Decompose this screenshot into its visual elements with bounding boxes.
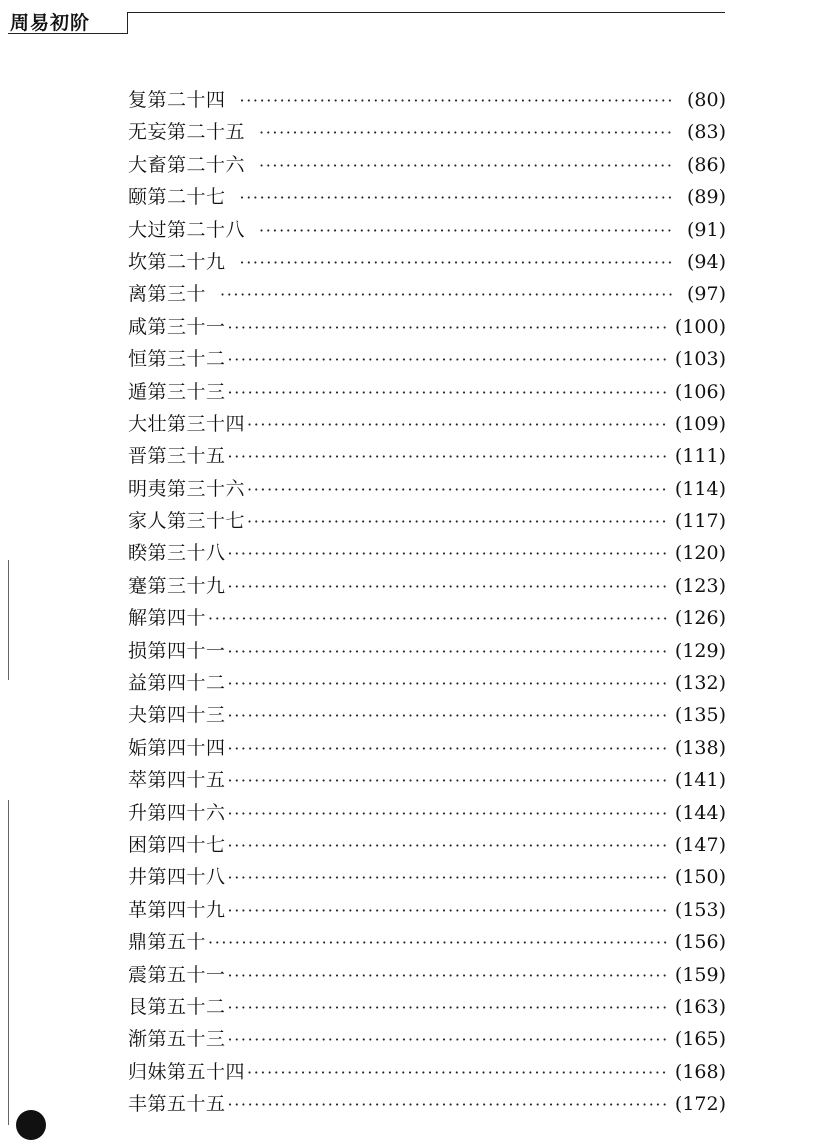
toc-entry-page: (159) — [674, 963, 726, 986]
toc-entry — [128, 505, 726, 537]
toc-entry-page: (80) — [686, 89, 726, 111]
toc-entry-page: (120) — [674, 542, 726, 565]
toc-entry — [128, 764, 726, 796]
toc-entry-title: 姤第四十四 — [128, 736, 226, 759]
toc-entry-title: 夬第四十三 — [128, 704, 226, 727]
header-rule-left — [8, 33, 128, 34]
toc-entry-page: (114) — [674, 477, 726, 500]
toc-entry — [128, 311, 726, 343]
toc-entry-title: 升第四十六 — [128, 801, 226, 824]
toc-entry-page: (144) — [674, 801, 726, 824]
toc-entry — [128, 181, 726, 213]
toc-entry — [128, 116, 726, 148]
toc-dot-leader — [228, 538, 669, 570]
toc-entry-page: (83) — [686, 121, 726, 144]
toc-entry-title: 萃第四十五 — [128, 769, 226, 792]
toc-entry-title: 家人第三十七 — [128, 510, 246, 533]
toc-entry-page: (172) — [674, 1093, 726, 1116]
header-rule-right — [127, 12, 725, 13]
toc-entry — [128, 278, 726, 310]
toc-entry-title: 睽第三十八 — [128, 542, 226, 565]
toc-dot-leader — [208, 927, 669, 959]
toc-entry — [128, 991, 726, 1023]
toc-entry — [128, 635, 726, 667]
toc-entry-page: (89) — [686, 186, 726, 209]
toc-dot-leader — [240, 247, 672, 279]
toc-entry — [128, 537, 726, 569]
toc-entry — [128, 797, 726, 829]
toc-entry-title: 坎第二十九 — [128, 250, 226, 273]
toc-entry-title: 蹇第三十九 — [128, 574, 226, 597]
toc-entry-page: (153) — [674, 898, 726, 921]
toc-dot-leader — [247, 474, 669, 506]
toc-dot-leader — [208, 603, 669, 635]
toc-dot-leader — [247, 1057, 669, 1089]
toc-entry-title: 复第二十四 — [128, 89, 226, 111]
toc-dot-leader — [228, 1089, 669, 1121]
toc-entry-title: 遁第三十三 — [128, 380, 226, 403]
toc-entry-title: 明夷第三十六 — [128, 477, 246, 500]
toc-dot-leader — [228, 960, 669, 992]
toc-dot-leader — [240, 85, 672, 117]
toc-entry-title: 咸第三十一 — [128, 315, 226, 338]
toc-dot-leader — [259, 215, 672, 247]
toc-dot-leader — [259, 150, 672, 182]
toc-dot-leader — [228, 441, 669, 473]
toc-entry-title: 离第三十 — [128, 283, 207, 306]
toc-entry-title: 大壮第三十四 — [128, 412, 246, 435]
toc-dot-leader — [228, 895, 669, 927]
scan-margin-line-upper — [8, 560, 9, 680]
toc-entry-page: (100) — [674, 315, 726, 338]
toc-entry-title: 恒第三十二 — [128, 348, 226, 371]
toc-entry-title: 震第五十一 — [128, 963, 226, 986]
toc-dot-leader — [228, 765, 669, 797]
toc-dot-leader — [228, 668, 669, 700]
toc-entry-title: 革第四十九 — [128, 898, 226, 921]
toc-entry-title: 丰第五十五 — [128, 1093, 226, 1116]
toc-entry — [128, 84, 726, 116]
toc-entry-page: (168) — [674, 1060, 726, 1083]
toc-entry — [128, 732, 726, 764]
toc-entry-page: (97) — [686, 283, 726, 306]
toc-entry — [128, 149, 726, 181]
toc-entry — [128, 376, 726, 408]
toc-entry — [128, 570, 726, 602]
toc-entry-page: (165) — [674, 1028, 726, 1051]
toc-entry-page: (106) — [674, 380, 726, 403]
toc-entry — [128, 214, 726, 246]
toc-dot-leader — [240, 182, 672, 214]
toc-entry-title: 鼎第五十 — [128, 931, 207, 954]
toc-dot-leader — [228, 636, 669, 668]
toc-entry-title: 归妹第五十四 — [128, 1060, 246, 1083]
toc-entry-page: (163) — [674, 995, 726, 1018]
toc-entry-page: (147) — [674, 833, 726, 856]
table-of-contents — [128, 84, 726, 1121]
toc-entry — [128, 894, 726, 926]
toc-dot-leader — [228, 377, 669, 409]
toc-entry-title: 大过第二十八 — [128, 218, 246, 241]
toc-entry-title: 无妄第二十五 — [128, 121, 246, 144]
running-head: 周易初阶 — [10, 12, 91, 34]
toc-dot-leader — [228, 830, 669, 862]
toc-dot-leader — [228, 700, 669, 732]
toc-dot-leader — [228, 344, 669, 376]
toc-dot-leader — [259, 117, 672, 149]
toc-entry-page: (126) — [674, 607, 726, 630]
toc-entry — [128, 343, 726, 375]
toc-dot-leader — [247, 506, 669, 538]
toc-entry — [128, 440, 726, 472]
toc-dot-leader — [228, 798, 669, 830]
toc-entry-page: (138) — [674, 736, 726, 759]
toc-entry — [128, 1088, 726, 1120]
toc-entry-title: 艮第五十二 — [128, 995, 226, 1018]
toc-entry — [128, 473, 726, 505]
toc-entry — [128, 602, 726, 634]
toc-entry-page: (132) — [674, 672, 726, 695]
toc-dot-leader — [228, 992, 669, 1024]
toc-entry-page: (103) — [674, 348, 726, 371]
toc-dot-leader — [228, 862, 669, 894]
toc-entry-page: (156) — [674, 931, 726, 954]
toc-entry — [128, 861, 726, 893]
toc-dot-leader — [220, 279, 672, 311]
scan-margin-line-lower — [8, 800, 9, 1125]
toc-dot-leader — [228, 312, 669, 344]
toc-entry-title: 晋第三十五 — [128, 445, 226, 468]
binding-hole-mark — [16, 1110, 46, 1140]
toc-entry — [128, 246, 726, 278]
toc-dot-leader — [228, 1024, 669, 1056]
toc-entry-page: (135) — [674, 704, 726, 727]
toc-entry — [128, 959, 726, 991]
toc-entry-title: 益第四十二 — [128, 672, 226, 695]
toc-entry — [128, 699, 726, 731]
toc-entry-page: (109) — [674, 412, 726, 435]
toc-entry — [128, 829, 726, 861]
toc-entry-page: (86) — [686, 153, 726, 176]
toc-entry-title: 损第四十一 — [128, 639, 226, 662]
toc-entry-page: (91) — [686, 218, 726, 241]
toc-entry-title: 大畜第二十六 — [128, 153, 246, 176]
toc-entry — [128, 1023, 726, 1055]
toc-entry-page: (123) — [674, 574, 726, 597]
toc-entry-title: 井第四十八 — [128, 866, 226, 889]
toc-entry-page: (129) — [674, 639, 726, 662]
toc-entry-title: 困第四十七 — [128, 833, 226, 856]
toc-entry-page: (117) — [674, 510, 726, 533]
toc-entry-title: 解第四十 — [128, 607, 207, 630]
toc-dot-leader — [228, 733, 669, 765]
toc-entry-page: (111) — [674, 445, 726, 468]
toc-entry-page: (150) — [674, 866, 726, 889]
toc-entry — [128, 1056, 726, 1088]
toc-entry — [128, 667, 726, 699]
toc-entry-title: 渐第五十三 — [128, 1028, 226, 1051]
toc-entry-title: 颐第二十七 — [128, 186, 226, 209]
toc-entry-page: (141) — [674, 769, 726, 792]
toc-dot-leader — [228, 571, 669, 603]
toc-dot-leader — [247, 409, 669, 441]
header-rule-tick — [127, 12, 128, 34]
toc-entry — [128, 926, 726, 958]
toc-entry-page: (94) — [686, 250, 726, 273]
toc-entry — [128, 408, 726, 440]
